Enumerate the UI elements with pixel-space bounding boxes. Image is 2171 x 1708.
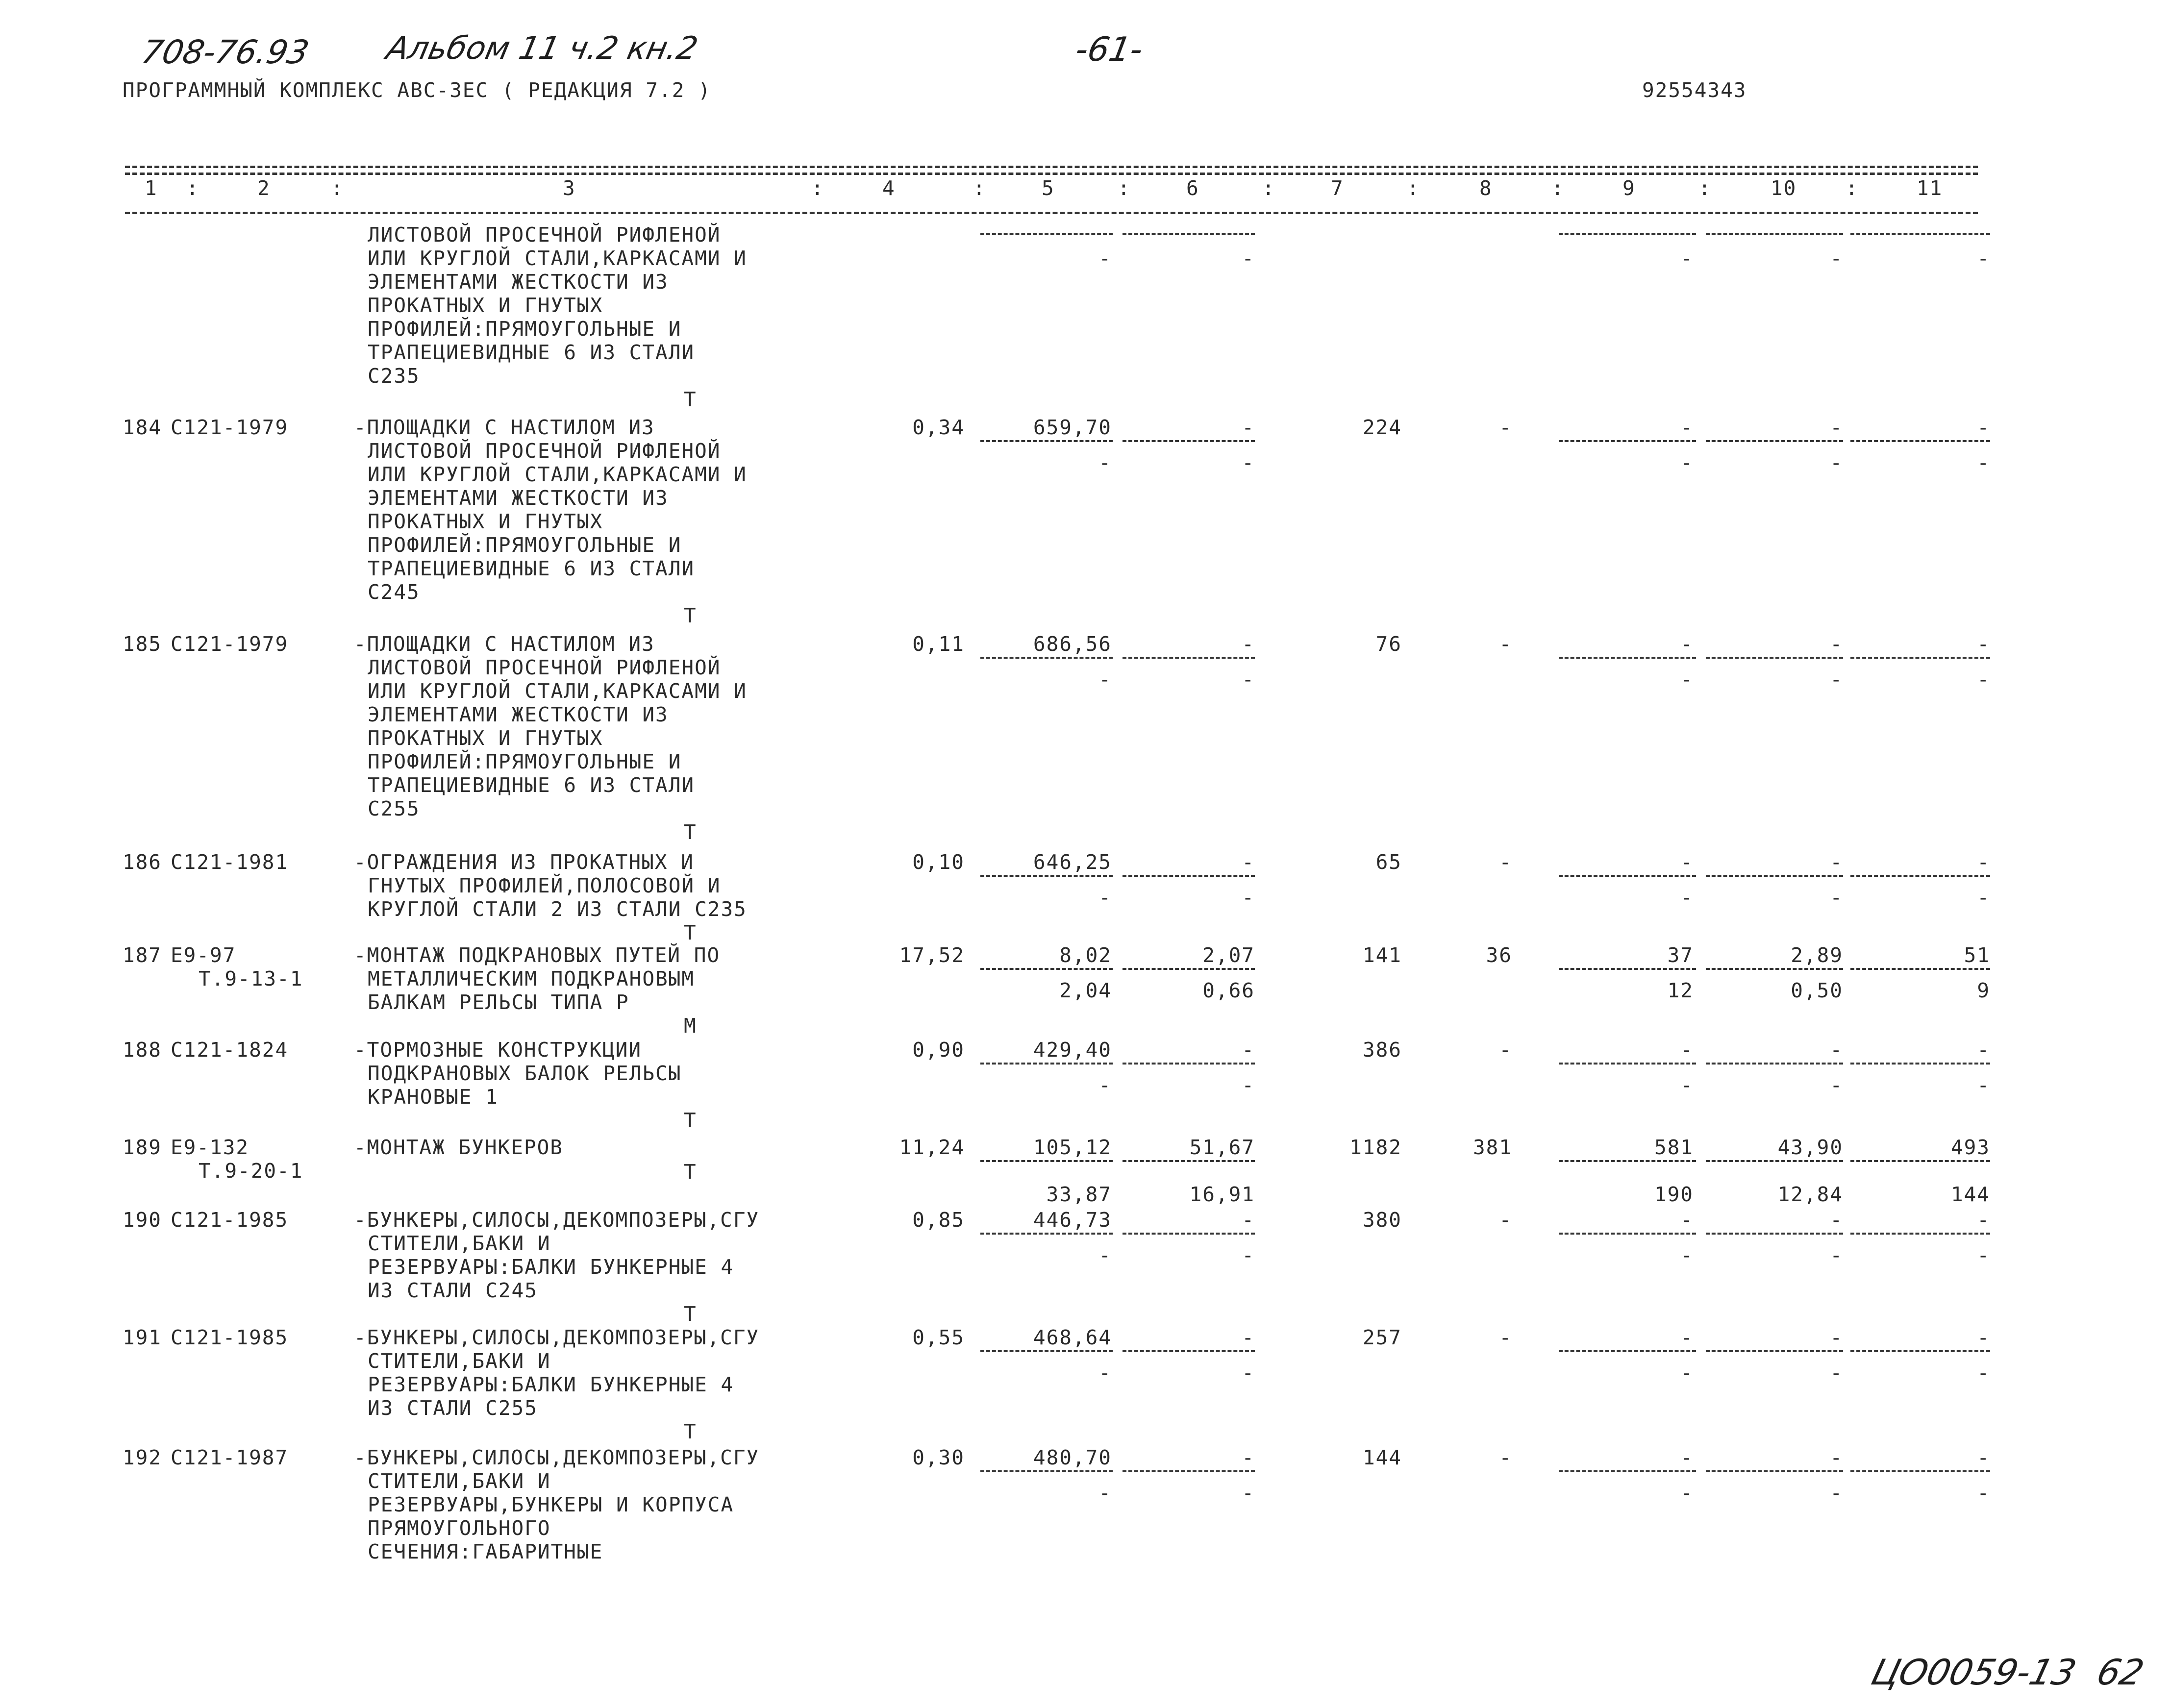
column-header-10: 10 bbox=[1771, 176, 1797, 200]
row-number: 192 bbox=[122, 1446, 162, 1469]
split-rule bbox=[1850, 233, 1990, 235]
unit-label: Т bbox=[684, 604, 697, 627]
footer-stamp: ЦО0059-13 bbox=[1867, 1652, 2080, 1693]
value-c4: 0,11 bbox=[912, 632, 965, 656]
column-header-6: 6 bbox=[1186, 176, 1199, 200]
row-number: 190 bbox=[122, 1208, 162, 1232]
norm-code: Е9-97 bbox=[171, 943, 236, 967]
value-c9-lower: - bbox=[1680, 668, 1694, 691]
value-c7: 76 bbox=[1375, 632, 1402, 656]
norm-code: С121-1985 bbox=[171, 1208, 289, 1232]
split-rule bbox=[1706, 657, 1843, 659]
description-line: СЕЧЕНИЯ:ГАБАРИТНЫЕ bbox=[368, 1540, 603, 1563]
value-c11-lower: - bbox=[1977, 1481, 1990, 1505]
value-c8: 381 bbox=[1472, 1136, 1512, 1159]
norm-code: Т.9-13-1 bbox=[199, 967, 303, 990]
description-line: С245 bbox=[368, 580, 420, 604]
value-c4: 0,30 bbox=[912, 1446, 965, 1469]
value-c9: - bbox=[1680, 1038, 1694, 1062]
value-c11-lower: - bbox=[1977, 1243, 1990, 1267]
split-rule bbox=[980, 233, 1113, 235]
column-separator: : bbox=[1262, 176, 1275, 200]
split-rule bbox=[1559, 875, 1696, 877]
split-rule bbox=[980, 1350, 1113, 1352]
split-rule bbox=[1850, 1350, 1990, 1352]
description-line: ЛИСТОВОЙ ПРОСЕЧНОЙ РИФЛЕНОЙ bbox=[368, 223, 721, 247]
description-line: СТИТЕЛИ,БАКИ И bbox=[368, 1469, 551, 1493]
description-line: ПРОФИЛЕЙ:ПРЯМОУГОЛЬНЫЕ И bbox=[368, 750, 682, 773]
description-line: РЕЗЕРВУАРЫ,БУНКЕРЫ И КОРПУСА bbox=[368, 1493, 734, 1516]
row-number: 184 bbox=[122, 416, 162, 439]
description-line: ЭЛЕМЕНТАМИ ЖЕСТКОСТИ ИЗ bbox=[368, 703, 669, 726]
split-rule bbox=[1706, 1233, 1843, 1235]
value-c5: 429,40 bbox=[1033, 1038, 1112, 1062]
value-c8: - bbox=[1499, 1446, 1512, 1469]
description-line: ПРЯМОУГОЛЬНОГО bbox=[368, 1516, 551, 1540]
value-c9: - bbox=[1680, 1208, 1694, 1232]
norm-code: Т.9-20-1 bbox=[199, 1159, 303, 1183]
value-c5: 480,70 bbox=[1033, 1446, 1112, 1469]
split-rule bbox=[1559, 1063, 1696, 1064]
column-header-11: 11 bbox=[1917, 176, 1943, 200]
split-rule bbox=[1123, 440, 1255, 442]
value-c8: 36 bbox=[1486, 943, 1512, 967]
description-line: ПРОФИЛЕЙ:ПРЯМОУГОЛЬНЫЕ И bbox=[368, 317, 682, 341]
description-line: ИЛИ КРУГЛОЙ СТАЛИ,КАРКАСАМИ И bbox=[368, 463, 747, 486]
split-rule bbox=[1559, 440, 1696, 442]
value-c7: 65 bbox=[1375, 850, 1402, 874]
split-rule bbox=[1559, 657, 1696, 659]
description-line: МЕТАЛЛИЧЕСКИМ ПОДКРАНОВЫМ bbox=[368, 967, 695, 990]
column-separator: : bbox=[186, 176, 200, 200]
value-c6: 2,07 bbox=[1202, 943, 1255, 967]
value-c6: - bbox=[1242, 1208, 1255, 1232]
value-c10: - bbox=[1830, 1326, 1843, 1349]
value-c5-lower: - bbox=[1098, 886, 1112, 909]
value-c9: - bbox=[1680, 416, 1694, 439]
description-line: СТИТЕЛИ,БАКИ И bbox=[368, 1232, 551, 1255]
value-c6: - bbox=[1242, 1446, 1255, 1469]
value-c4: 17,52 bbox=[899, 943, 965, 967]
description-line: -БУНКЕРЫ,СИЛОСЫ,ДЕКОМПОЗЕРЫ,СГУ bbox=[354, 1326, 760, 1349]
description-line: ГНУТЫХ ПРОФИЛЕЙ,ПОЛОСОВОЙ И bbox=[368, 874, 721, 897]
value-c10-lower: 0,50 bbox=[1791, 979, 1843, 1002]
description-line: ИЗ СТАЛИ С255 bbox=[368, 1396, 538, 1420]
doc-code: 708-76.93 bbox=[138, 33, 312, 71]
value-c11: - bbox=[1977, 416, 1990, 439]
split-rule bbox=[1706, 1470, 1843, 1472]
value-c10: - bbox=[1830, 1208, 1843, 1232]
value-c9-lower: - bbox=[1680, 1361, 1694, 1385]
value-c6: - bbox=[1242, 1038, 1255, 1062]
split-rule bbox=[1123, 1470, 1255, 1472]
value-c11-lower: - bbox=[1977, 247, 1990, 270]
value-c11: - bbox=[1977, 1038, 1990, 1062]
description-line: ЛИСТОВОЙ ПРОСЕЧНОЙ РИФЛЕНОЙ bbox=[368, 439, 721, 463]
doc-number: 92554343 bbox=[1642, 78, 1747, 102]
row-number: 188 bbox=[122, 1038, 162, 1062]
description-line: -ОГРАЖДЕНИЯ ИЗ ПРОКАТНЫХ И bbox=[354, 850, 694, 874]
value-c9: - bbox=[1680, 850, 1694, 874]
value-c10: - bbox=[1830, 1038, 1843, 1062]
value-c4: 0,10 bbox=[912, 850, 965, 874]
description-line: КРУГЛОЙ СТАЛИ 2 ИЗ СТАЛИ С235 bbox=[368, 897, 747, 921]
split-rule bbox=[980, 875, 1113, 877]
split-rule bbox=[1850, 1470, 1990, 1472]
value-c7: 141 bbox=[1362, 943, 1402, 967]
value-c4: 11,24 bbox=[899, 1136, 965, 1159]
unit-label: Т bbox=[684, 388, 697, 411]
value-c10-lower: - bbox=[1830, 1361, 1843, 1385]
split-rule bbox=[980, 968, 1113, 970]
value-c11: - bbox=[1977, 632, 1990, 656]
value-c6-lower: - bbox=[1242, 1481, 1255, 1505]
value-c11: - bbox=[1977, 1326, 1990, 1349]
split-rule bbox=[1706, 968, 1843, 970]
value-c11-lower: - bbox=[1977, 668, 1990, 691]
value-c5: 468,64 bbox=[1033, 1326, 1112, 1349]
description-line: С255 bbox=[368, 797, 420, 820]
description-line: ТРАПЕЦИЕВИДНЫЕ 6 ИЗ СТАЛИ bbox=[368, 341, 695, 364]
column-separator: : bbox=[1846, 176, 1859, 200]
description-line: ПРОКАТНЫХ И ГНУТЫХ bbox=[368, 294, 603, 317]
split-rule bbox=[980, 1063, 1113, 1064]
column-header-2: 2 bbox=[257, 176, 271, 200]
value-c9-lower: 190 bbox=[1654, 1183, 1694, 1206]
value-c10-lower: - bbox=[1830, 1481, 1843, 1505]
split-rule bbox=[980, 657, 1113, 659]
split-rule bbox=[1850, 875, 1990, 877]
value-c7: 386 bbox=[1362, 1038, 1402, 1062]
value-c6: - bbox=[1242, 416, 1255, 439]
split-rule bbox=[980, 1160, 1113, 1162]
value-c7: 1182 bbox=[1349, 1136, 1402, 1159]
split-rule bbox=[1559, 1233, 1696, 1235]
split-rule bbox=[1850, 440, 1990, 442]
value-c9-lower: - bbox=[1680, 451, 1694, 474]
value-c11-lower: - bbox=[1977, 886, 1990, 909]
value-c6-lower: - bbox=[1242, 886, 1255, 909]
description-line: ПРОКАТНЫХ И ГНУТЫХ bbox=[368, 510, 603, 533]
split-rule bbox=[980, 1233, 1113, 1235]
value-c7: 224 bbox=[1362, 416, 1402, 439]
column-separator: : bbox=[811, 176, 824, 200]
value-c6-lower: - bbox=[1242, 247, 1255, 270]
value-c4: 0,90 bbox=[912, 1038, 965, 1062]
value-c11-lower: 9 bbox=[1977, 979, 1990, 1002]
value-c5-lower: 2,04 bbox=[1059, 979, 1112, 1002]
album-title: Альбом 11 ч.2 кн.2 bbox=[383, 30, 701, 67]
value-c5-lower: 33,87 bbox=[1046, 1183, 1112, 1206]
description-line: ТРАПЕЦИЕВИДНЫЕ 6 ИЗ СТАЛИ bbox=[368, 773, 695, 797]
value-c8: - bbox=[1499, 850, 1512, 874]
value-c11-lower: - bbox=[1977, 451, 1990, 474]
unit-label: Т bbox=[684, 1420, 697, 1443]
value-c11-lower: - bbox=[1977, 1361, 1990, 1385]
value-c9: - bbox=[1680, 632, 1694, 656]
column-header-1: 1 bbox=[145, 176, 158, 200]
split-rule bbox=[1850, 1063, 1990, 1064]
split-rule bbox=[1706, 875, 1843, 877]
description-line: ИЗ СТАЛИ С245 bbox=[368, 1279, 538, 1302]
row-number: 189 bbox=[122, 1136, 162, 1159]
value-c11-lower: 144 bbox=[1950, 1183, 1990, 1206]
value-c5-lower: - bbox=[1098, 1243, 1112, 1267]
value-c6-lower: - bbox=[1242, 1073, 1255, 1097]
value-c6-lower: - bbox=[1242, 668, 1255, 691]
value-c8: - bbox=[1499, 416, 1512, 439]
value-c9-lower: - bbox=[1680, 1243, 1694, 1267]
value-c9: - bbox=[1680, 1326, 1694, 1349]
split-rule bbox=[980, 440, 1113, 442]
value-c6-lower: - bbox=[1242, 1361, 1255, 1385]
unit-label: Т bbox=[684, 1109, 697, 1132]
norm-code: С121-1987 bbox=[171, 1446, 289, 1469]
column-separator: : bbox=[1698, 176, 1712, 200]
value-c9: 581 bbox=[1654, 1136, 1694, 1159]
value-c10: 43,90 bbox=[1777, 1136, 1843, 1159]
row-number: 185 bbox=[122, 632, 162, 656]
value-c8: - bbox=[1499, 1038, 1512, 1062]
value-c10-lower: - bbox=[1830, 668, 1843, 691]
value-c11-lower: - bbox=[1977, 1073, 1990, 1097]
value-c9-lower: - bbox=[1680, 886, 1694, 909]
split-rule bbox=[1123, 1063, 1255, 1064]
row-number: 191 bbox=[122, 1326, 162, 1349]
column-header-4: 4 bbox=[882, 176, 896, 200]
description-line: ПОДКРАНОВЫХ БАЛОК РЕЛЬСЫ bbox=[368, 1062, 682, 1085]
norm-code: С121-1979 bbox=[171, 632, 289, 656]
value-c11: - bbox=[1977, 850, 1990, 874]
description-line: СТИТЕЛИ,БАКИ И bbox=[368, 1349, 551, 1373]
unit-label: Т bbox=[684, 1160, 697, 1184]
value-c10: - bbox=[1830, 1446, 1843, 1469]
split-rule bbox=[1123, 657, 1255, 659]
value-c10: 2,89 bbox=[1791, 943, 1843, 967]
split-rule bbox=[1706, 1063, 1843, 1064]
split-rule bbox=[1559, 233, 1696, 235]
description-line: -БУНКЕРЫ,СИЛОСЫ,ДЕКОМПОЗЕРЫ,СГУ bbox=[354, 1208, 760, 1232]
value-c7: 144 bbox=[1362, 1446, 1402, 1469]
value-c10-lower: - bbox=[1830, 1243, 1843, 1267]
value-c7: 257 bbox=[1362, 1326, 1402, 1349]
split-rule bbox=[1706, 233, 1843, 235]
program-caption: ПРОГРАММНЫЙ КОМПЛЕКС АВС-3ЕС ( РЕДАКЦИЯ 7.2 ) bbox=[123, 78, 711, 102]
split-rule bbox=[1850, 657, 1990, 659]
value-c5: 8,02 bbox=[1059, 943, 1112, 967]
value-c10-lower: - bbox=[1830, 247, 1843, 270]
unit-label: Т bbox=[684, 1302, 697, 1326]
norm-code: С121-1981 bbox=[171, 850, 289, 874]
split-rule bbox=[1123, 1233, 1255, 1235]
value-c5: 659,70 bbox=[1033, 416, 1112, 439]
description-line: С235 bbox=[368, 364, 420, 388]
value-c9-lower: - bbox=[1680, 247, 1694, 270]
column-separator: : bbox=[331, 176, 344, 200]
value-c9-lower: 12 bbox=[1667, 979, 1694, 1002]
column-header-3: 3 bbox=[563, 176, 576, 200]
split-rule bbox=[1706, 1350, 1843, 1352]
value-c8: - bbox=[1499, 1208, 1512, 1232]
description-line: -ПЛОЩАДКИ С НАСТИЛОМ ИЗ bbox=[354, 416, 655, 439]
value-c10-lower: 12,84 bbox=[1777, 1183, 1843, 1206]
row-number: 187 bbox=[122, 943, 162, 967]
norm-code: С121-1979 bbox=[171, 416, 289, 439]
column-separator: : bbox=[1407, 176, 1420, 200]
value-c8: - bbox=[1499, 632, 1512, 656]
description-line: ЭЛЕМЕНТАМИ ЖЕСТКОСТИ ИЗ bbox=[368, 486, 669, 510]
description-line: БАЛКАМ РЕЛЬСЫ ТИПА Р bbox=[368, 990, 629, 1014]
split-rule bbox=[1123, 875, 1255, 877]
value-c10: - bbox=[1830, 850, 1843, 874]
value-c8: - bbox=[1499, 1326, 1512, 1349]
unit-label: М bbox=[684, 1014, 697, 1038]
value-c6-lower: - bbox=[1242, 451, 1255, 474]
value-c5-lower: - bbox=[1098, 247, 1112, 270]
description-line: ИЛИ КРУГЛОЙ СТАЛИ,КАРКАСАМИ И bbox=[368, 247, 747, 270]
split-rule bbox=[1850, 1233, 1990, 1235]
description-line: ПРОКАТНЫХ И ГНУТЫХ bbox=[368, 726, 603, 750]
split-rule bbox=[1559, 1160, 1696, 1162]
value-c6: - bbox=[1242, 632, 1255, 656]
value-c10: - bbox=[1830, 416, 1843, 439]
split-rule bbox=[1123, 1160, 1255, 1162]
value-c4: 0,85 bbox=[912, 1208, 965, 1232]
column-header-9: 9 bbox=[1622, 176, 1636, 200]
value-c7: 380 bbox=[1362, 1208, 1402, 1232]
value-c6: 51,67 bbox=[1189, 1136, 1255, 1159]
norm-code: С121-1985 bbox=[171, 1326, 289, 1349]
split-rule bbox=[1559, 1470, 1696, 1472]
footer-sheet: 62 bbox=[2093, 1652, 2148, 1693]
norm-code: С121-1824 bbox=[171, 1038, 289, 1062]
value-c5-lower: - bbox=[1098, 668, 1112, 691]
value-c9: 37 bbox=[1667, 943, 1694, 967]
value-c10-lower: - bbox=[1830, 1073, 1843, 1097]
value-c5: 646,25 bbox=[1033, 850, 1112, 874]
split-rule bbox=[1850, 968, 1990, 970]
split-rule bbox=[1706, 440, 1843, 442]
page-number: -61- bbox=[1073, 30, 1146, 69]
value-c10-lower: - bbox=[1830, 451, 1843, 474]
unit-label: Т bbox=[684, 820, 697, 844]
split-rule bbox=[1123, 1350, 1255, 1352]
value-c4: 0,55 bbox=[912, 1326, 965, 1349]
value-c5-lower: - bbox=[1098, 1361, 1112, 1385]
split-rule bbox=[1559, 1350, 1696, 1352]
value-c6-lower: - bbox=[1242, 1243, 1255, 1267]
split-rule bbox=[1559, 968, 1696, 970]
value-c9-lower: - bbox=[1680, 1481, 1694, 1505]
description-line: -ПЛОЩАДКИ С НАСТИЛОМ ИЗ bbox=[354, 632, 655, 656]
description-line: РЕЗЕРВУАРЫ:БАЛКИ БУНКЕРНЫЕ 4 bbox=[368, 1255, 734, 1279]
split-rule bbox=[1123, 968, 1255, 970]
value-c11: 493 bbox=[1950, 1136, 1990, 1159]
value-c5: 105,12 bbox=[1033, 1136, 1112, 1159]
column-header-7: 7 bbox=[1331, 176, 1344, 200]
description-line: -МОНТАЖ ПОДКРАНОВЫХ ПУТЕЙ ПО bbox=[354, 943, 721, 967]
value-c5: 686,56 bbox=[1033, 632, 1112, 656]
value-c11: - bbox=[1977, 1446, 1990, 1469]
value-c9: - bbox=[1680, 1446, 1694, 1469]
column-separator: : bbox=[973, 176, 986, 200]
norm-code: Е9-132 bbox=[171, 1136, 250, 1159]
value-c6-lower: 0,66 bbox=[1202, 979, 1255, 1002]
column-header-8: 8 bbox=[1479, 176, 1493, 200]
value-c10: - bbox=[1830, 632, 1843, 656]
value-c5-lower: - bbox=[1098, 1073, 1112, 1097]
value-c5-lower: - bbox=[1098, 1481, 1112, 1505]
value-c9-lower: - bbox=[1680, 1073, 1694, 1097]
value-c5-lower: - bbox=[1098, 451, 1112, 474]
split-rule bbox=[1850, 1160, 1990, 1162]
split-rule bbox=[980, 1470, 1113, 1472]
description-line: ТРАПЕЦИЕВИДНЫЕ 6 ИЗ СТАЛИ bbox=[368, 557, 695, 580]
description-line: -ТОРМОЗНЫЕ КОНСТРУКЦИИ bbox=[354, 1038, 642, 1062]
description-line: ЭЛЕМЕНТАМИ ЖЕСТКОСТИ ИЗ bbox=[368, 270, 669, 294]
value-c6-lower: 16,91 bbox=[1189, 1183, 1255, 1206]
value-c6: - bbox=[1242, 1326, 1255, 1349]
description-line: РЕЗЕРВУАРЫ:БАЛКИ БУНКЕРНЫЕ 4 bbox=[368, 1373, 734, 1396]
column-header-5: 5 bbox=[1042, 176, 1055, 200]
value-c4: 0,34 bbox=[912, 416, 965, 439]
column-separator: : bbox=[1551, 176, 1565, 200]
split-rule bbox=[1706, 1160, 1843, 1162]
value-c5: 446,73 bbox=[1033, 1208, 1112, 1232]
unit-label: Т bbox=[684, 921, 697, 944]
description-line: -МОНТАЖ БУНКЕРОВ bbox=[354, 1136, 563, 1159]
value-c6: - bbox=[1242, 850, 1255, 874]
description-line: ПРОФИЛЕЙ:ПРЯМОУГОЛЬНЫЕ И bbox=[368, 533, 682, 557]
description-line: -БУНКЕРЫ,СИЛОСЫ,ДЕКОМПОЗЕРЫ,СГУ bbox=[354, 1446, 760, 1469]
row-number: 186 bbox=[122, 850, 162, 874]
split-rule bbox=[1123, 233, 1255, 235]
description-line: КРАНОВЫЕ 1 bbox=[368, 1085, 499, 1109]
description-line: ИЛИ КРУГЛОЙ СТАЛИ,КАРКАСАМИ И bbox=[368, 679, 747, 703]
value-c11: 51 bbox=[1964, 943, 1990, 967]
description-line: ЛИСТОВОЙ ПРОСЕЧНОЙ РИФЛЕНОЙ bbox=[368, 656, 721, 679]
value-c11: - bbox=[1977, 1208, 1990, 1232]
column-separator: : bbox=[1118, 176, 1131, 200]
value-c10-lower: - bbox=[1830, 886, 1843, 909]
